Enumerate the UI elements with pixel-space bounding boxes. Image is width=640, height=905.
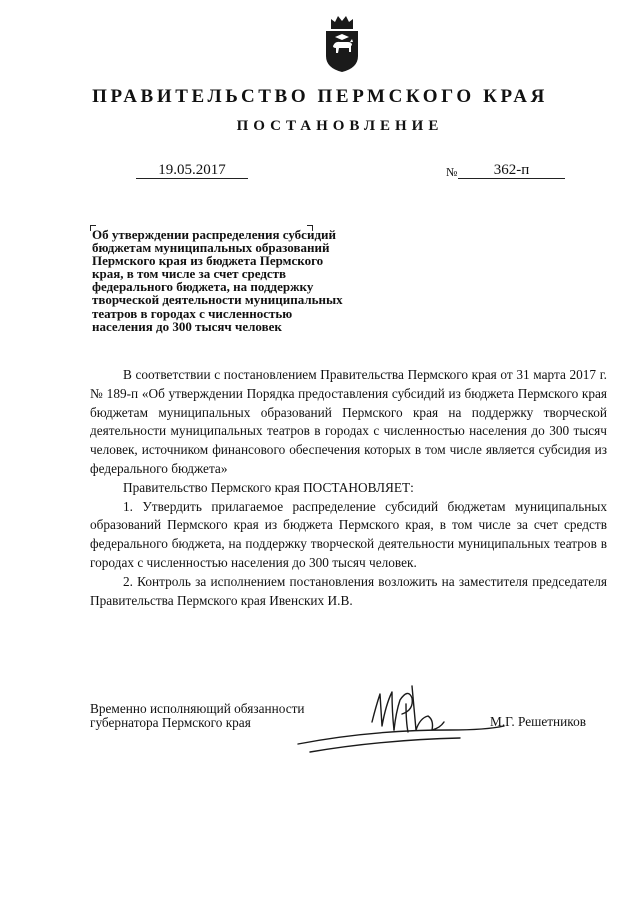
document-body [90, 366, 607, 610]
document-date: 19.05.2017 [136, 162, 248, 179]
resolution-paragraph: Правительство Пермского края ПОСТАНОВЛЯЕТ: [123, 479, 414, 495]
subject-line: края, в том числе за счет средств [92, 266, 287, 282]
document-number: 362-п [458, 162, 565, 179]
subject-line: бюджетам муниципальных образований [92, 240, 330, 256]
subject-line: населения до 300 тысяч человек [92, 318, 282, 334]
number-sign: № [446, 165, 458, 179]
signer-position-line: Временно исполняющий обязанности [90, 701, 305, 716]
subject-line: Об утверждении распределения субсидий [92, 227, 336, 242]
handwritten-signature [290, 682, 510, 760]
document-type: ПОСТАНОВЛЕНИЕ [236, 118, 444, 134]
subject-line: театров в городах с численностью [92, 305, 293, 321]
preamble-paragraph: В соответствии с постановлением Правительства Пермского края от 31 марта 2017 г. № 189-п «Об утверждении Порядка предоставления субсидий из бюджета Пермского края бюджетам муниципальных образований Пермского края на поддержку творческой деятельности муниципальных театров в городах с численностью населения до 300 тысяч человек, источником финансового обеспечения которых в том числе является субсидия из федерального бюджета» [90, 367, 607, 476]
subject-line: Пермского края из бюджета Пермского [92, 253, 324, 269]
coat-of-arms-icon [323, 12, 361, 74]
document-subject [92, 228, 392, 333]
signer-position [90, 702, 305, 730]
signer-name: М.Г. Решетников [490, 714, 586, 729]
subject-line: федерального бюджета, на поддержку [92, 279, 314, 295]
clause-2-paragraph: 2. Контроль за исполнением постановления возложить на заместителя председателя Правительства Пермского края Ивенских И.В. [90, 573, 607, 608]
clause-1-paragraph: 1. Утвердить прилагаемое распределение субсидий бюджетам муниципальных образований Пермского края из бюджета Пермского края, в том числе за счет средств федерального бюджета, на поддержку творческой деятельности муниципальных театров в городах с численностью населения до 300 тысяч человек. [90, 498, 607, 570]
government-title: ПРАВИТЕЛЬСТВО ПЕРМСКОГО КРАЯ [92, 86, 548, 107]
signer-position-line: губернатора Пермского края [90, 715, 251, 730]
subject-line: творческой деятельности муниципальных [92, 292, 343, 308]
